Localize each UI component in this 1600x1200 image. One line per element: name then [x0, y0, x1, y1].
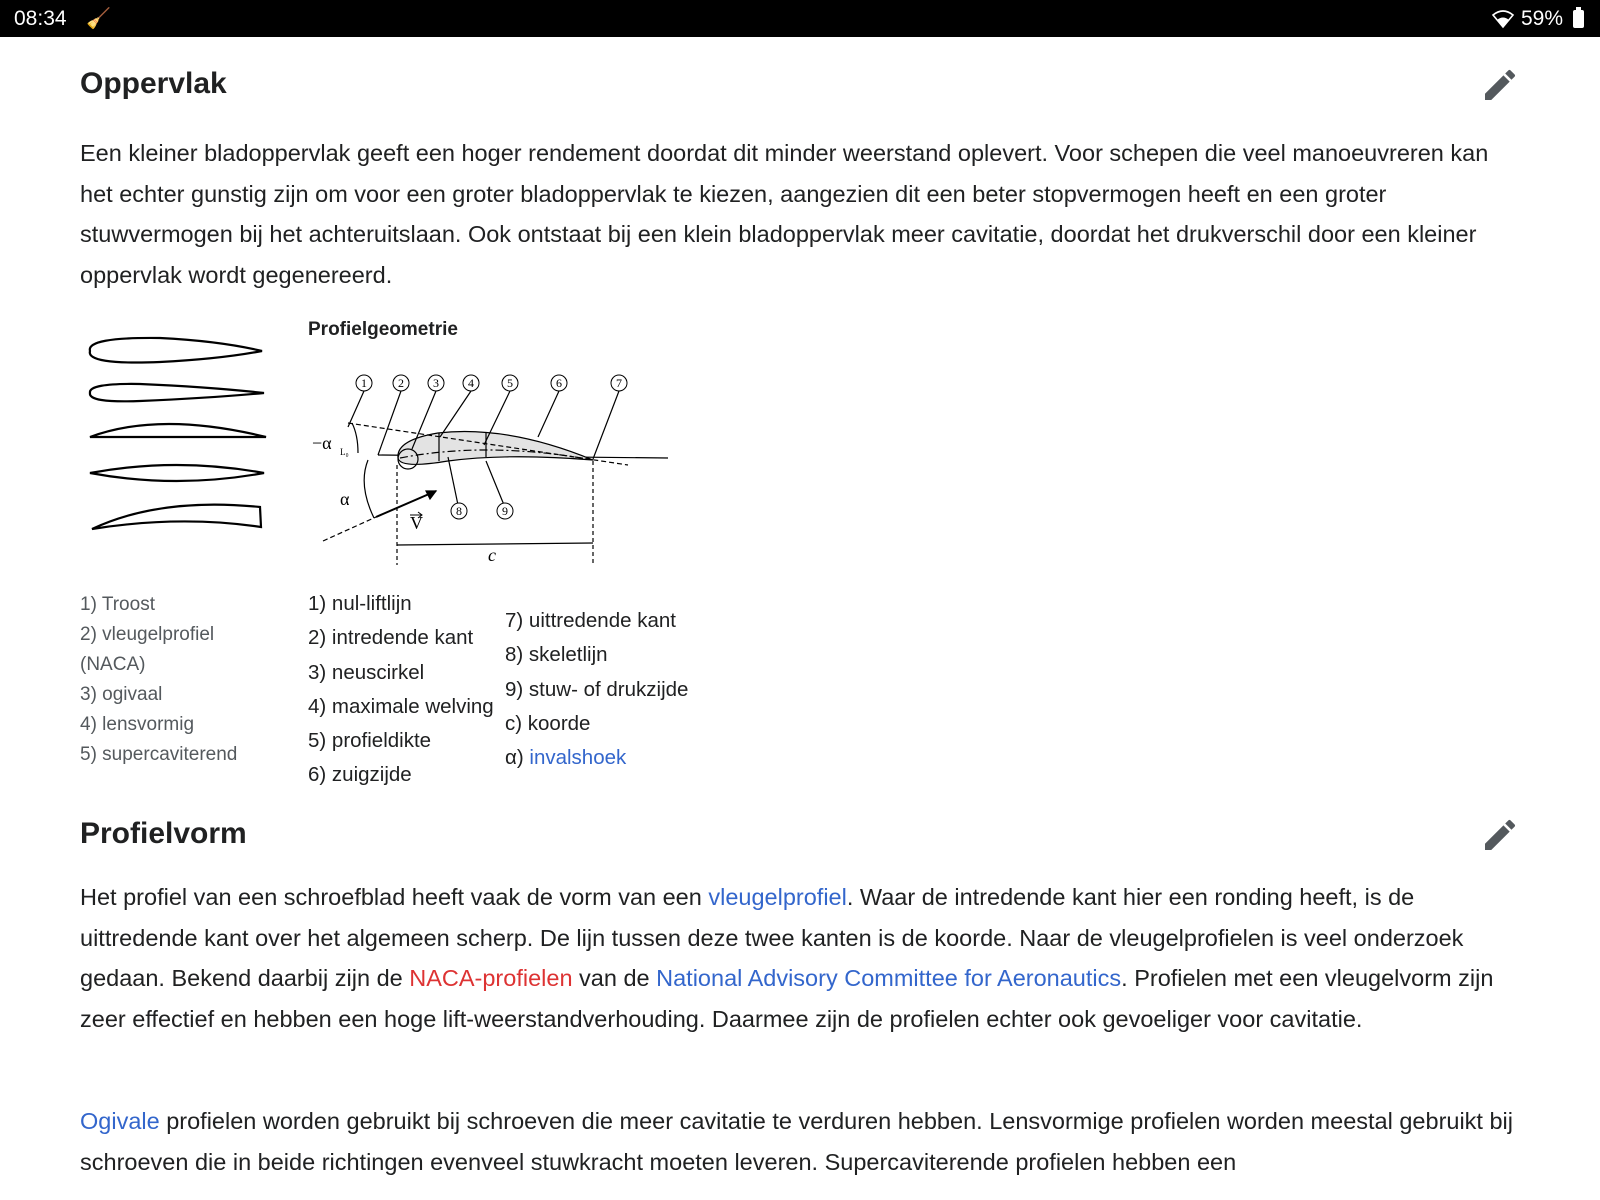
diagram-label: 5	[507, 376, 513, 390]
section-header-profielvorm	[80, 817, 1520, 867]
legend-item: 9) stuw- of drukzijde	[505, 677, 689, 701]
naca-profielen-link[interactable]: NACA-profielen	[409, 965, 573, 992]
section-title-oppervlak: Oppervlak	[80, 67, 227, 100]
text-segment: van de	[572, 965, 657, 992]
caption-item: 3) ogivaal	[80, 684, 163, 705]
legend-item: 1) nul-liftlijn	[308, 592, 412, 615]
caption-item: 5) supercaviterend	[80, 744, 238, 765]
battery-percent: 59%	[1520, 7, 1563, 30]
alpha-label: α	[340, 489, 350, 509]
figure-profile-types	[80, 335, 280, 765]
diagram-label: 7	[616, 376, 622, 390]
profile-geometry-diagram	[308, 345, 688, 565]
caption-item: (NACA)	[80, 654, 146, 675]
status-bar	[0, 0, 1600, 37]
paragraph-profielvorm-2	[80, 1101, 1520, 1182]
velocity-label: V	[410, 513, 423, 533]
diagram-label: 3	[433, 376, 439, 390]
legend-item: 6) zuigzijde	[308, 763, 412, 787]
legend-item: 8) skeletlijn	[505, 643, 608, 667]
diagram-label: 8	[456, 504, 462, 518]
legend-column-2	[505, 604, 688, 775]
caption-item: 4) lensvormig	[80, 714, 195, 735]
legend-item: c) koorde	[505, 711, 591, 735]
edit-pencil-icon[interactable]	[1480, 65, 1520, 105]
paragraph-profielvorm-1	[80, 877, 1520, 1040]
shape-supercavitating	[92, 505, 261, 529]
legend-column-1	[308, 587, 494, 793]
wifi-icon	[1491, 9, 1515, 29]
caption-item: 1) Troost	[80, 594, 155, 615]
diagram-label: 1	[361, 376, 367, 390]
legend-item-alpha	[505, 741, 688, 775]
battery-icon	[1573, 10, 1584, 28]
invalshoek-link[interactable]: invalshoek	[529, 746, 627, 770]
section-title-profielvorm: Profielvorm	[80, 817, 247, 850]
figure-title: Profielgeometrie	[308, 319, 458, 340]
caption-item: 2) vleugelprofiel	[80, 624, 215, 645]
legend-item: 3) neuscirkel	[308, 660, 425, 684]
diagram-label: 6	[556, 376, 562, 390]
text-segment: profielen worden gebruikt bij schroeven die meer cavitatie te verduren hebben. Lensvormige profielen worden meestal gebruikt bij schroeven die in beide richtingen evenveel stuwkracht moeten leveren. Supercaviterende profielen hebben een	[80, 1108, 1514, 1175]
text-segment: . Waar de intredende kant hier een ronding heeft, is de uittredende kant over het algemeen scherp. De lijn tussen deze twee kanten is de koorde. Naar de vleugelprofielen is veel onderzoek gedaan. Bekend daarbij zijn de	[80, 884, 1464, 992]
shape-naca	[90, 384, 264, 401]
diagram-label: 9	[502, 504, 508, 518]
chord-label: c	[488, 545, 496, 565]
status-right	[1491, 7, 1584, 31]
shape-lens	[90, 465, 264, 481]
shape-troost	[90, 338, 262, 363]
diagram-label: 2	[398, 376, 404, 390]
legend-item: 2) intredende kant	[308, 626, 474, 650]
status-time: 08:34	[14, 7, 67, 30]
broom-icon: 🧹	[86, 8, 111, 30]
edit-pencil-icon[interactable]	[1480, 815, 1520, 855]
legend-item: 4) maximale welving	[308, 694, 494, 718]
diagram-label: 4	[468, 376, 474, 390]
naca-committee-link[interactable]: National Advisory Committee for Aeronautics	[656, 965, 1122, 992]
alpha-l0-subscript: L₀	[340, 447, 349, 457]
shape-ogival	[90, 424, 266, 437]
alpha-prefix: α)	[505, 746, 524, 770]
profile-shapes-image	[80, 335, 280, 545]
section-header-oppervlak	[80, 67, 1520, 117]
alpha-l0-label: −α	[312, 433, 332, 453]
ogivale-link[interactable]: Ogivale	[80, 1108, 160, 1134]
profile-captions	[80, 590, 280, 770]
vleugelprofiel-link[interactable]: vleugelprofiel	[708, 884, 847, 910]
text-segment: Het profiel van een schroefblad heeft vaak de vorm van een	[80, 884, 709, 910]
legend-item: 5) profieldikte	[308, 729, 432, 753]
legend-item: 7) uittredende kant	[505, 609, 676, 632]
text-segment: . Profielen met een vleugelvorm zijn zeer effectief en hebben een hoge lift-weerstandverhouding. Daarmee zijn de profielen echter ook gevoeliger voor cavitatie.	[80, 965, 1494, 1033]
paragraph-oppervlak: Een kleiner bladoppervlak geeft een hoger rendement doordat dit minder weerstand oplevert. Voor schepen die veel manoeuvreren kan het echter gunstig zijn om voor een groter bladoppervlak te kiezen, aangezien dit een beter stopvermogen heeft en een groter stuwvermogen bij het achteruitslaan. Ook ontstaat bij een klein bladoppervlak meer cavitatie, doordat het drukverschil door een kleiner oppervlak wordt gegenereerd.	[80, 140, 1489, 289]
